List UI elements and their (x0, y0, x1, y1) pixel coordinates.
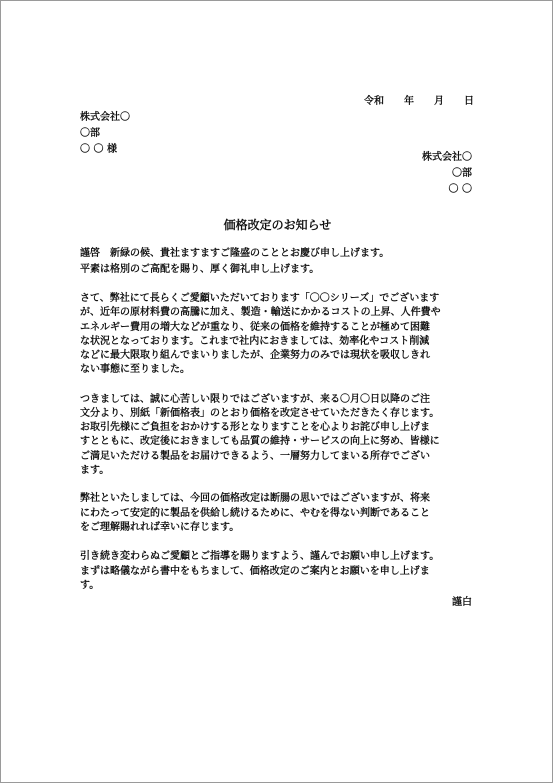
paragraph-1-line-3: エネルギー費用の増大などが重なり、従来の価格を維持することが極めて困難 (80, 322, 430, 333)
paragraph-2-line-5: ご満足いただける製品をお届けできるよう、一層努力してまいる所存でござい (80, 451, 430, 462)
document-date: 令和 年 月 日 (364, 96, 474, 107)
paragraph-1-line-5: などに最大限取り組んでまいりましたが、企業努力のみでは現状を吸収しきれ (80, 350, 430, 361)
sender-department: 〇部 (452, 168, 472, 179)
greeting-line-1: 謹啓 新緑の候、貴社ますますご隆盛のこととお慶び申し上げます。 (80, 248, 390, 259)
greeting-line-2: 平素は格別のご高配を賜り、厚く御礼申し上げます。 (80, 264, 320, 275)
paragraph-2-line-1: つきましては、誠に心苦しい限りではございますが、来る〇月〇日以降のご注 (80, 394, 430, 405)
paragraph-2-line-2: 文分より、別紙「新価格表」のとおり価格を改定させていただきたく存じます。 (80, 408, 440, 419)
sender-person: 〇 〇 (448, 184, 472, 195)
paragraph-2-line-4: すとともに、改定後におきましても品質の維持・サービスの向上に努め、皆様に (80, 436, 440, 447)
paragraph-1-line-4: な状況となっております。これまで社内におきましては、効率化やコスト削減 (80, 336, 430, 347)
recipient-company: 株式会社〇 (80, 112, 130, 123)
paragraph-1-line-6: ない事態に至りました。 (80, 364, 190, 375)
paragraph-3-line-2: にわたって安定的に製品を供給し続けるために、やむを得ない判断であること (80, 508, 430, 519)
paragraph-3-line-1: 弊社といたしましては、今回の価格改定は断腸の思いではございますが、将来 (80, 493, 430, 504)
paragraph-2-line-6: ます。 (80, 465, 110, 476)
recipient-person: 〇 〇 様 (80, 144, 117, 155)
paragraph-4-line-3: す。 (80, 580, 100, 591)
paragraph-2-line-3: お取引先様にご負担をおかけする形となりますことを心よりお詫び申し上げま (80, 422, 430, 433)
sender-company: 株式会社〇 (422, 152, 472, 163)
paragraph-1-line-1: さて、弊社にて長らくご愛顧いただいております「〇〇シリーズ」でございます (80, 293, 440, 304)
paragraph-4-line-2: まずは略儀ながら書中をもちまして、価格改定のご案内とお願いを申し上げま (80, 566, 430, 577)
closing-word: 謹白 (452, 597, 472, 608)
paragraph-4-line-1: 引き続き変わらぬご愛顧とご指導を賜りますよう、謹んでお願い申し上げます。 (80, 551, 440, 562)
paragraph-1-line-2: が、近年の原材料費の高騰に加え、製造・輸送にかかるコストの上昇、人件費や (80, 307, 441, 318)
paragraph-3-line-3: をご理解賜れれば幸いに存じます。 (80, 522, 240, 533)
document-title: 価格改定のお知らせ (223, 218, 332, 232)
recipient-department: 〇部 (80, 128, 100, 139)
